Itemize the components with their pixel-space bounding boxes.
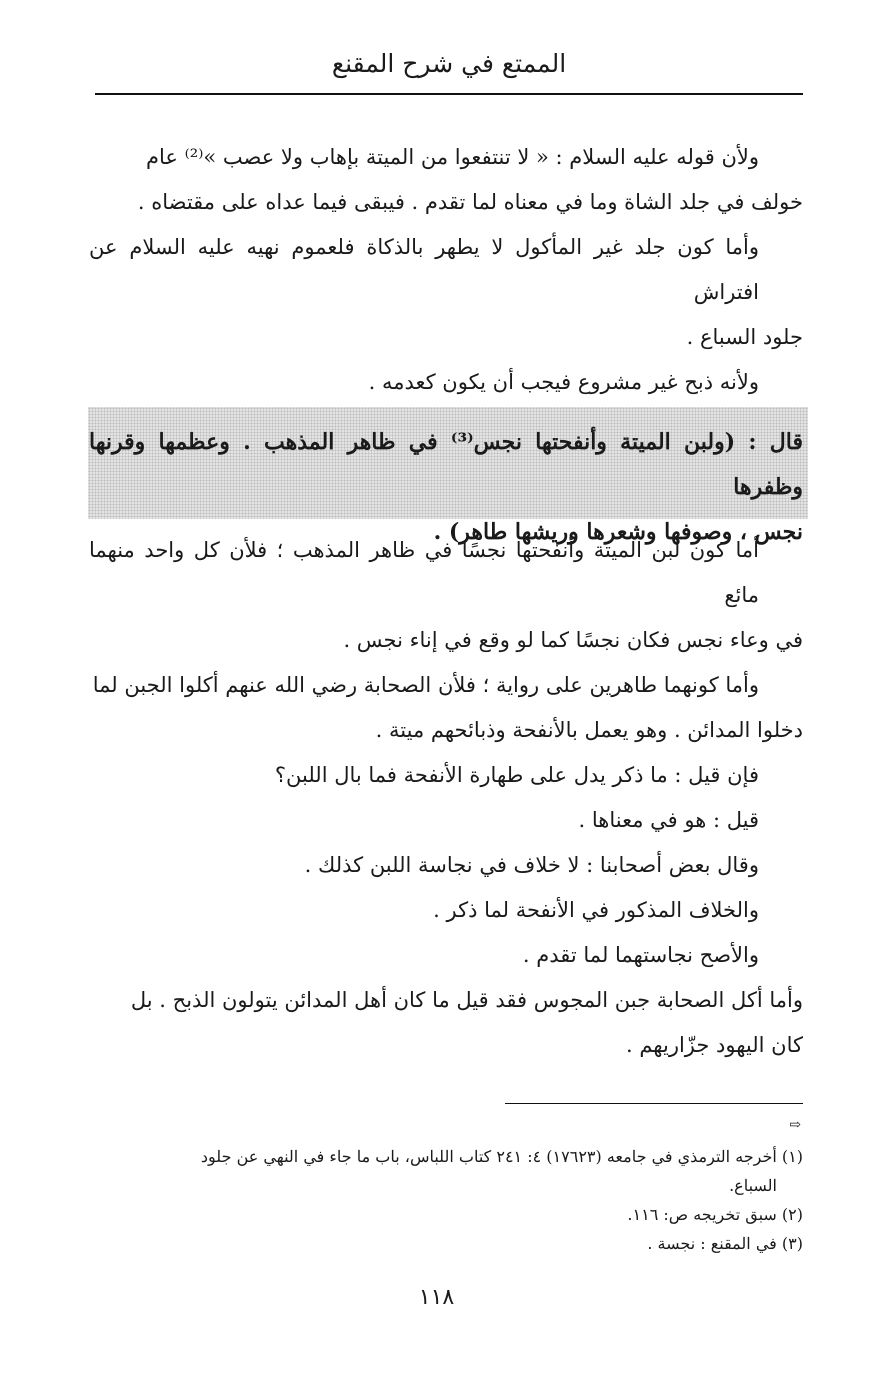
- text-line: وأما كون جلد غير المأكول لا يطهر بالذكاة فلعموم نهيه عليه السلام عن افتراش: [89, 235, 759, 304]
- text-line: ولأن قوله عليه السلام : « لا تنتفعوا من الميتة بإهاب ولا عصب »⁽²⁾ عام: [146, 145, 759, 169]
- text-line: أما كون لبن الميتة وأنفحتها نجسًا في ظاهر المذهب ؛ فلأن كل واحد منهما مائع: [89, 538, 759, 607]
- footnotes: [89, 1142, 803, 1258]
- footnote-item: (٣) في المقنع : نجسة .: [647, 1234, 803, 1253]
- text-line: قيل : هو في معناها .: [578, 808, 759, 832]
- matn-line: قال : (ولبن الميتة وأنفحتها نجس⁽³⁾ في ظاهر المذهب . وعظمها وقرنها وظفرها: [89, 429, 803, 500]
- footnote-item: (٢) سبق تخريجه ص: ١١٦.: [627, 1205, 803, 1224]
- text-line: وأما كونهما طاهرين على رواية ؛ فلأن الصحابة رضي الله عنهم أكلوا الجبن لما: [92, 673, 759, 697]
- text-line: وقال بعض أصحابنا : لا خلاف في نجاسة اللبن كذلك .: [304, 853, 759, 877]
- text-line: دخلوا المدائن . وهو يعمل بالأنفحة وذبائحهم ميتة .: [375, 718, 803, 742]
- text-line: ولأنه ذبح غير مشروع فيجب أن يكون كعدمه .: [368, 370, 759, 394]
- text-line: فإن قيل : ما ذكر يدل على طهارة الأنفحة فما بال اللبن؟: [274, 763, 759, 787]
- body-section-1: [89, 135, 803, 405]
- body-section-2: [89, 528, 803, 1068]
- header-rule: [95, 93, 803, 95]
- text-line: والخلاف المذكور في الأنفحة لما ذكر .: [433, 898, 759, 922]
- text-line: كان اليهود جزّاريهم .: [625, 1033, 803, 1057]
- page-number: ١١٨: [418, 1285, 455, 1310]
- text-line: في وعاء نجس فكان نجسًا كما لو وقع في إناء نجس .: [343, 628, 803, 652]
- text-line: جلود السباع .: [686, 325, 803, 349]
- footnote-item: (١) أخرجه الترمذي في جامعه (١٧٦٢٣) ٤: ٢٤١ كتاب اللباس، باب ما جاء في النهي عن جلود: [200, 1147, 803, 1166]
- footnote-rule: [505, 1103, 803, 1104]
- matn-line: نجس ، وصوفها وشعرها وريشها طاهر) .: [433, 519, 803, 545]
- footnote-item: السباع.: [729, 1176, 777, 1195]
- text-line: وأما أكل الصحابة جبن المجوس فقد قيل ما كان أهل المدائن يتولون الذبح . بل: [130, 988, 803, 1012]
- running-header-title: الممتع في شرح المقنع: [331, 49, 567, 78]
- continuation-arrow-icon: ⇨: [789, 1117, 801, 1133]
- text-line: والأصح نجاستهما لما تقدم .: [522, 943, 759, 967]
- text-line: خولف في جلد الشاة وما في معناه لما تقدم . فيبقى فيما عداه على مقتضاه .: [137, 190, 803, 214]
